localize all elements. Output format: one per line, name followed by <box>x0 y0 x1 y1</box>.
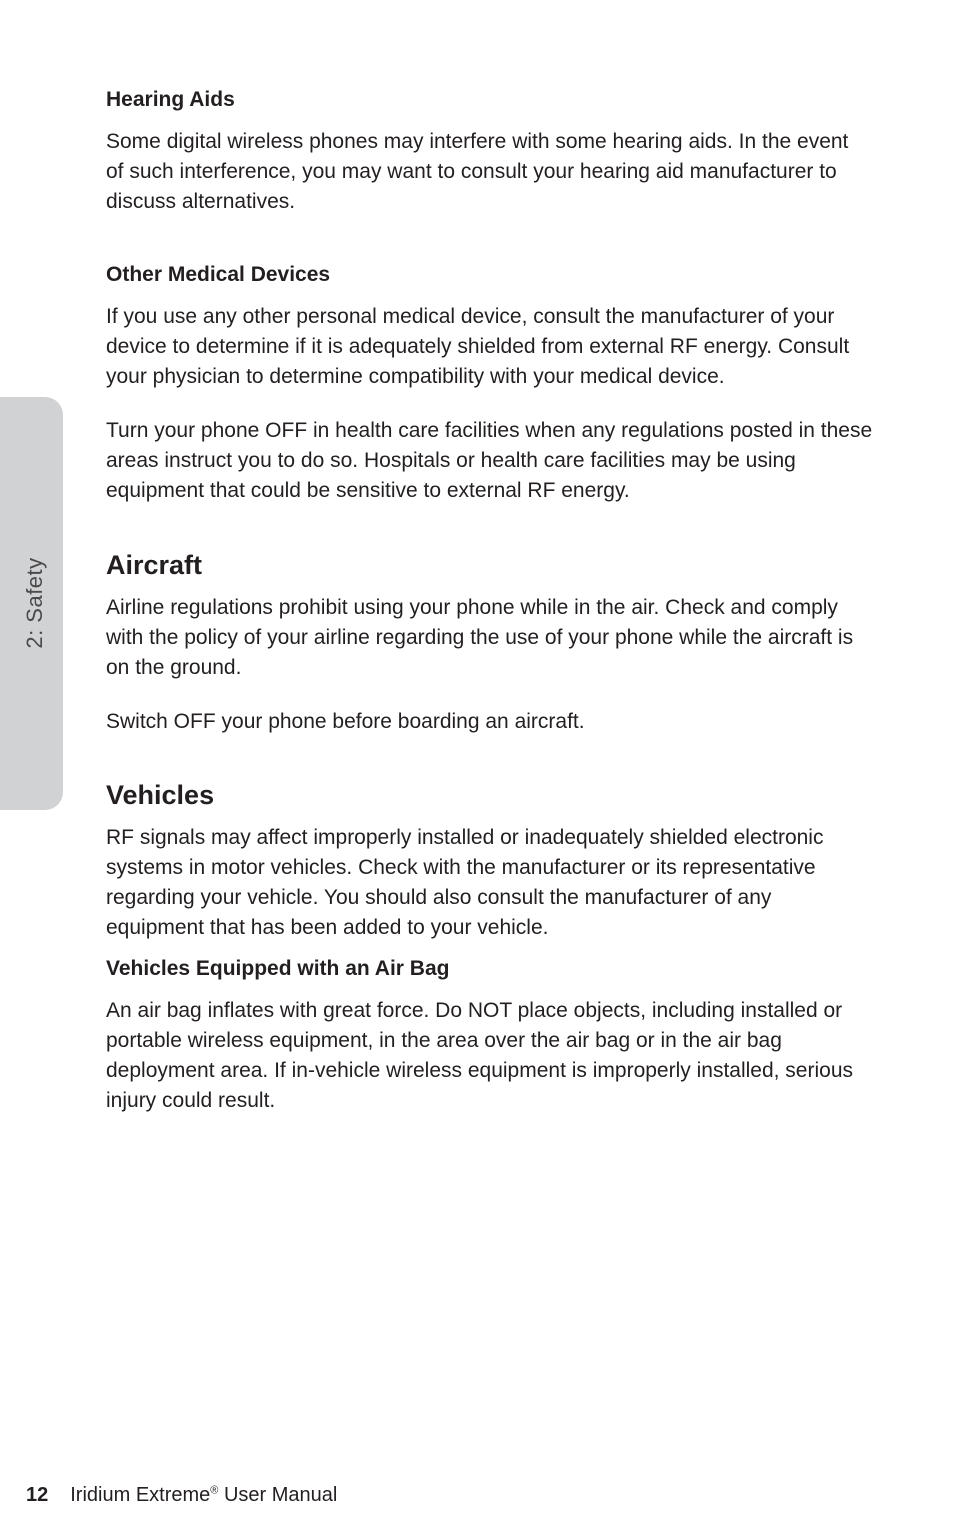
hearing-aids-paragraph: Some digital wireless phones may interfere with some hearing aids. In the event of such interference, you may want to consult your hearing aid manufacturer to discuss alternatives. <box>106 130 849 213</box>
manual-title-suffix: User Manual <box>218 1484 338 1506</box>
air-bag-paragraph: An air bag inflates with great force. Do NOT place objects, including installed or portable wireless equipment, in the area over the air bag or in the air bag deployment area. If in-vehicle wireless equipment is improperly installed, serious injury could result. <box>106 999 854 1112</box>
registered-mark: ® <box>210 1484 219 1497</box>
aircraft-paragraph-2: Switch OFF your phone before boarding an aircraft. <box>106 710 585 733</box>
other-medical-devices-heading: Other Medical Devices <box>106 263 331 286</box>
side-tab-label: 2: Safety <box>22 557 47 649</box>
vehicles-paragraph: RF signals may affect improperly installed or inadequately shielded electronic systems in motor vehicles. Check with the manufacturer or its representative regarding your vehicle. You should also consult the manufacturer of any equipment that has been added to your vehicle. <box>106 826 824 939</box>
page-footer <box>26 1482 337 1508</box>
vehicles-heading: Vehicles <box>106 780 215 810</box>
aircraft-paragraph-1: Airline regulations prohibit using your phone while in the air. Check and comply with the policy of your airline regarding the use of your phone while the aircraft is on the ground. <box>106 596 854 679</box>
aircraft-heading: Aircraft <box>106 550 203 580</box>
other-medical-paragraph-2: Turn your phone OFF in health care facilities when any regulations posted in these areas instruct you to do so. Hospitals or health care facilities may be using equipment that could be sensitive to external RF energy. <box>106 419 873 502</box>
other-medical-paragraph-1: If you use any other personal medical device, consult the manufacturer of your device to determine if it is adequately shielded from external RF energy. Consult your physician to determine compatibility with your medical device. <box>106 305 850 388</box>
hearing-aids-heading: Hearing Aids <box>106 88 235 111</box>
page-number: 12 <box>26 1484 49 1506</box>
air-bag-heading: Vehicles Equipped with an Air Bag <box>106 957 450 980</box>
page-content <box>106 85 896 1116</box>
manual-title: Iridium Extreme <box>70 1484 211 1506</box>
